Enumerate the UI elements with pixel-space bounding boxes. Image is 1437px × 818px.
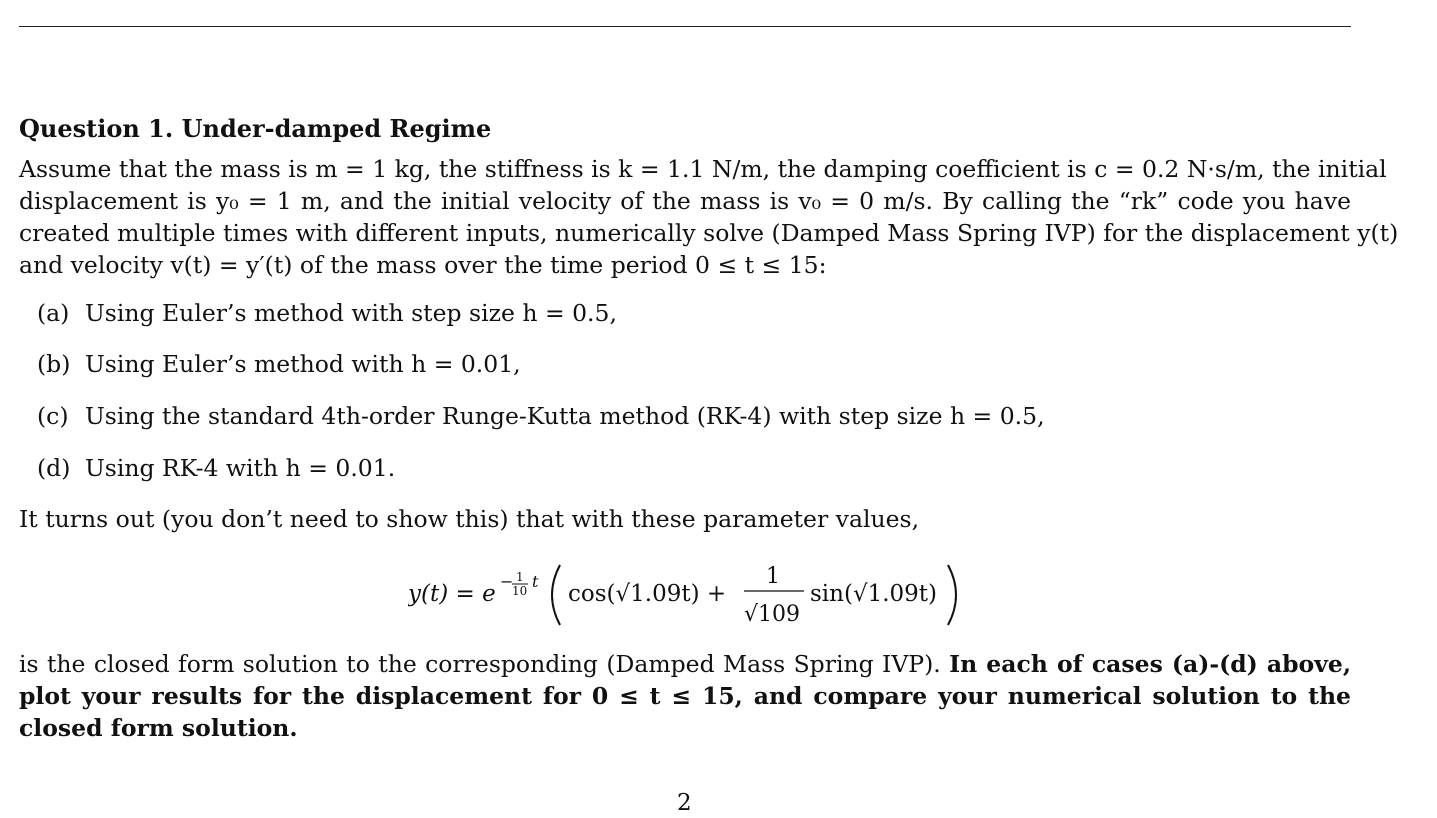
item-label: (a) xyxy=(37,299,70,327)
exponent-variable: t xyxy=(532,572,539,591)
item-label: (d) xyxy=(37,454,71,482)
instruction-line: plot your results for the displacement for 0 ≤ t ≤ 15, and compare your numerical solution to the xyxy=(19,682,1351,710)
formula-lhs: y(t) = e xyxy=(408,581,496,607)
instruction-normal-text: is the closed form solution to the corresponding (Damped Mass Spring IVP). xyxy=(19,650,950,678)
list-item-a xyxy=(37,299,617,327)
sin-term: sin(√1.09t) xyxy=(810,581,938,607)
fraction-denominator: √109 xyxy=(744,602,801,627)
right-big-paren xyxy=(948,565,956,625)
instruction-line xyxy=(19,648,1351,680)
instruction-bold-text: In each of cases (a)-(d) above, xyxy=(949,650,1351,678)
list-item-b xyxy=(37,350,521,378)
list-item-c xyxy=(37,402,1045,430)
item-text: Using the standard 4th-order Runge-Kutta method (RK-4) with step size h = 0.5, xyxy=(85,402,1045,430)
instruction-paragraph xyxy=(19,648,1351,744)
list-item-d xyxy=(37,454,395,482)
item-text: Using RK-4 with h = 0.01. xyxy=(85,454,396,482)
closed-form-formula xyxy=(408,555,968,635)
cos-term: cos(√1.09t) + xyxy=(568,581,727,607)
item-label: (b) xyxy=(37,350,71,378)
instruction-line: closed form solution. xyxy=(19,714,298,742)
header-rule xyxy=(19,26,1351,27)
item-label: (c) xyxy=(37,402,69,430)
exponent-minus: − xyxy=(500,572,514,591)
page-number: 2 xyxy=(677,790,692,816)
transition-text: It turns out (you don’t need to show this) that with these parameter values, xyxy=(19,505,920,533)
statement-line: and velocity v(t) = y′(t) of the mass over the time period 0 ≤ t ≤ 15: xyxy=(19,251,827,279)
statement-line: Assume that the mass is m = 1 kg, the stiffness is k = 1.1 N/m, the damping coefficient is c = 0.2 N·s/m, the initial xyxy=(19,155,1387,183)
statement-line: displacement is y₀ = 1 m, and the initial velocity of the mass is v₀ = 0 m/s. By calling the “rk” code you have xyxy=(19,187,1351,215)
item-text: Using Euler’s method with h = 0.01, xyxy=(85,350,521,378)
left-big-paren xyxy=(552,565,560,625)
problem-statement xyxy=(19,153,1399,281)
question-heading: Question 1. Under-damped Regime xyxy=(19,114,492,143)
exponent-denominator: 10 xyxy=(512,584,528,598)
item-text: Using Euler’s method with step size h = 0.5, xyxy=(85,299,617,327)
exponent-numerator: 1 xyxy=(516,570,524,584)
fraction-numerator: 1 xyxy=(766,564,780,589)
statement-line: created multiple times with different inputs, numerically solve (Damped Mass Spring IVP) for the displacement y(t) xyxy=(19,219,1399,247)
